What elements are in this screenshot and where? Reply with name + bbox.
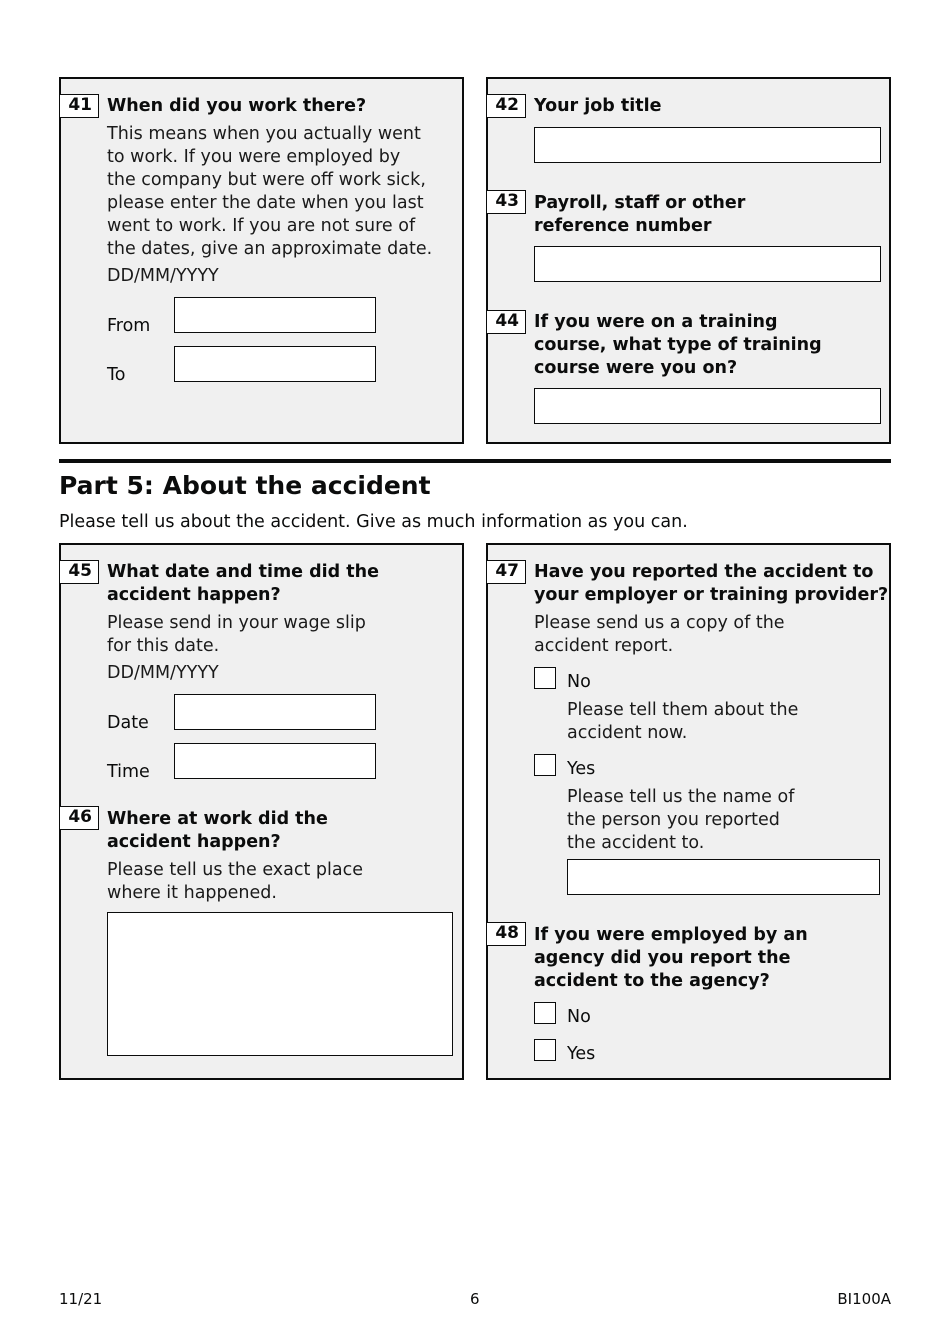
q45-time-field[interactable] bbox=[174, 743, 376, 779]
q44-title: If you were on a training course, what type of training course were you on? bbox=[534, 312, 822, 378]
q45-title: What date and time did the accident happen? bbox=[107, 562, 379, 605]
q44-number: 44 bbox=[486, 310, 526, 334]
q45-date-format: DD/MM/YYYY bbox=[107, 663, 219, 683]
q47-yes-help: Please tell us the name of the person you reported the accident to. bbox=[567, 787, 795, 853]
q42-title: Your job title bbox=[534, 96, 662, 116]
q46-title: Where at work did the accident happen? bbox=[107, 809, 328, 852]
q46-number: 46 bbox=[59, 806, 99, 830]
q47-yes-checkbox[interactable] bbox=[534, 754, 556, 776]
q41-title: When did you work there? bbox=[107, 96, 367, 116]
part5-divider bbox=[59, 459, 891, 463]
q47-help: Please send us a copy of the accident report. bbox=[534, 613, 785, 656]
q45-date-label: Date bbox=[107, 713, 149, 733]
q48-no-label: No bbox=[567, 1007, 591, 1027]
q45-number: 45 bbox=[59, 560, 99, 584]
q43-title: Payroll, staff or other reference number bbox=[534, 193, 746, 236]
part5-intro: Please tell us about the accident. Give as much information as you can. bbox=[59, 512, 688, 532]
footer-date: 11/21 bbox=[59, 1290, 103, 1308]
q42-number: 42 bbox=[486, 94, 526, 118]
q47-reported-to-field[interactable] bbox=[567, 859, 880, 895]
q48-yes-checkbox[interactable] bbox=[534, 1039, 556, 1061]
q46-location-textarea[interactable] bbox=[107, 912, 453, 1056]
q44-training-field[interactable] bbox=[534, 388, 881, 424]
q47-title: Have you reported the accident to your employer or training provider? bbox=[534, 562, 889, 605]
q43-number: 43 bbox=[486, 190, 526, 214]
q41-date-format: DD/MM/YYYY bbox=[107, 266, 219, 286]
q41-number: 41 bbox=[59, 94, 99, 118]
q41-from-label: From bbox=[107, 316, 151, 336]
q48-title: If you were employed by an agency did you report the accident to the agency? bbox=[534, 925, 808, 991]
q46-help: Please tell us the exact place where it happened. bbox=[107, 860, 363, 903]
q48-no-checkbox[interactable] bbox=[534, 1002, 556, 1024]
q45-date-field[interactable] bbox=[174, 694, 376, 730]
q41-to-field[interactable] bbox=[174, 346, 376, 382]
q41-to-label: To bbox=[107, 365, 126, 385]
footer-page-number: 6 bbox=[470, 1290, 480, 1308]
q41-help: This means when you actually went to work. If you were employed by the company but were off work sick, please enter the date when you last went to work. If you are not sure of the dates, give an approximate date. bbox=[107, 124, 433, 259]
q47-yes-label: Yes bbox=[567, 759, 596, 779]
part5-heading: Part 5: About the accident bbox=[59, 471, 431, 500]
q47-number: 47 bbox=[486, 560, 526, 584]
q43-reference-field[interactable] bbox=[534, 246, 881, 282]
q48-yes-label: Yes bbox=[567, 1044, 596, 1064]
q47-no-label: No bbox=[567, 672, 591, 692]
q45-help: Please send in your wage slip for this date. bbox=[107, 613, 366, 656]
footer-form-code: BI100A bbox=[837, 1290, 891, 1308]
q48-number: 48 bbox=[486, 922, 526, 946]
q45-time-label: Time bbox=[107, 762, 150, 782]
q47-no-checkbox[interactable] bbox=[534, 667, 556, 689]
q41-from-field[interactable] bbox=[174, 297, 376, 333]
q47-no-help: Please tell them about the accident now. bbox=[567, 700, 799, 743]
q42-job-title-field[interactable] bbox=[534, 127, 881, 163]
